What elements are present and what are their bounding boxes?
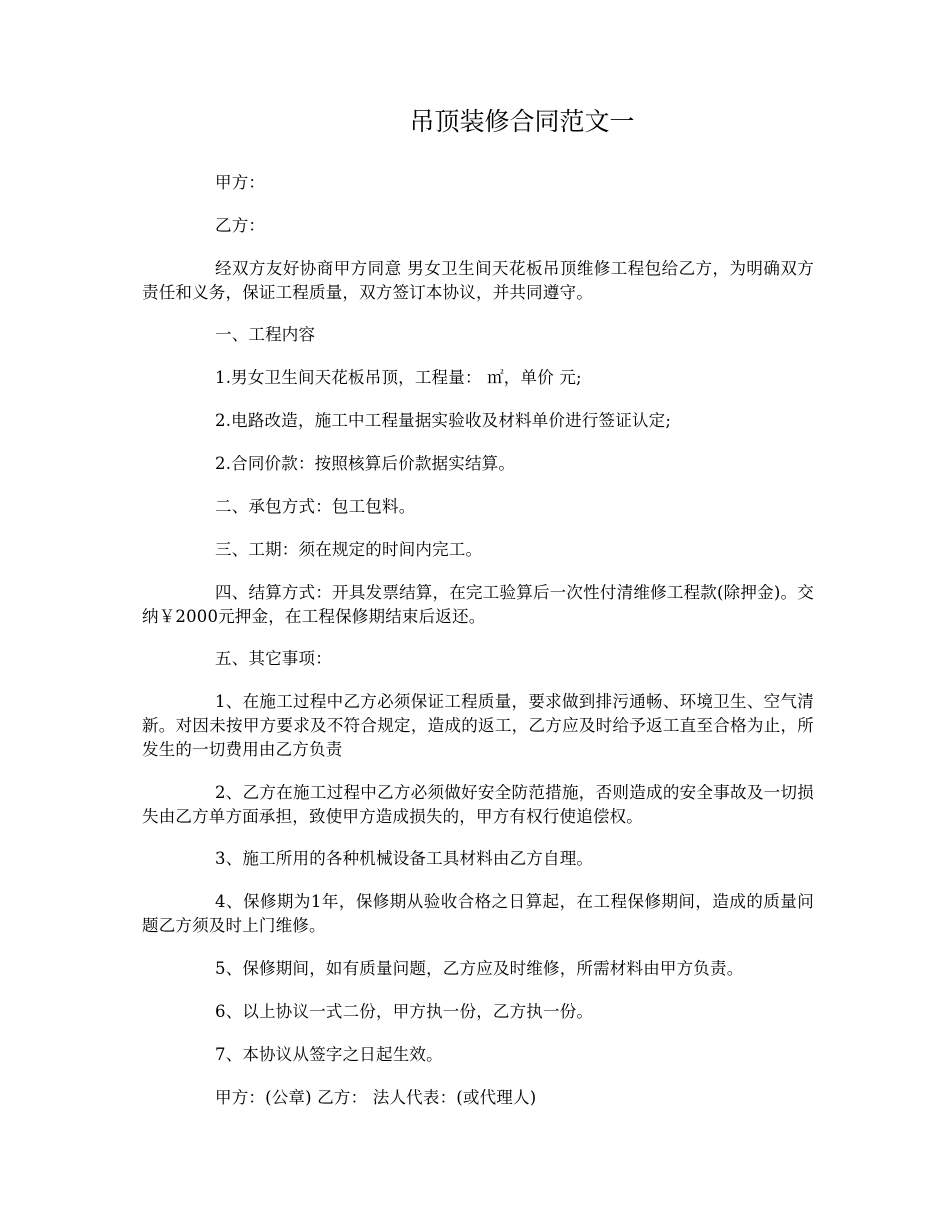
party-a-line: 甲方： xyxy=(215,173,266,192)
section-5-item-3: 3、施工所用的各种机械设备工具材料由乙方自理。 xyxy=(215,849,594,868)
signature-line: 甲方：(公章) 乙方： 法人代表：(或代理人) xyxy=(215,1088,537,1107)
section-5-item-7: 7、本协议从签字之日起生效。 xyxy=(215,1045,443,1064)
section-1-heading: 一、工程内容 xyxy=(215,325,316,344)
section-2-contract-method: 二、承包方式：包工包料。 xyxy=(215,497,416,516)
section-5-item-2: 2、乙方在施工过程中乙方必须做好安全防范措施，否则造成的安全事故及一切损失由乙方单方面承担，致使甲方造成损失的，甲方有权行使追偿权。 xyxy=(142,783,814,826)
section-1-item-2: 2.电路改造，施工中工程量据实验收及材料单价进行签证认定; xyxy=(215,411,672,430)
section-3-duration: 三、工期：须在规定的时间内完工。 xyxy=(215,540,483,559)
document-title: 吊顶装修合同范文一 xyxy=(409,107,635,136)
section-5-heading: 五、其它事项： xyxy=(215,649,332,668)
party-b-line: 乙方： xyxy=(215,216,266,235)
section-5-item-5: 5、保修期间，如有质量问题，乙方应及时维修，所需材料由甲方负责。 xyxy=(215,959,744,978)
intro-paragraph: 经双方友好协商甲方同意 男女卫生间天花板吊顶维修工程包给乙方，为明确双方责任和义务，保证工程质量，双方签订本协议，并共同遵守。 xyxy=(142,259,814,302)
section-5-item-6: 6、以上协议一式二份，甲方执一份，乙方执一份。 xyxy=(215,1002,594,1021)
section-5-item-1: 1、在施工过程中乙方必须保证工程质量，要求做到排污通畅、环境卫生、空气清新。对因未按甲方要求及不符合规定，造成的返工，乙方应及时给予返工直至合格为止，所发生的一切费用由乙方负责 xyxy=(142,692,814,759)
section-4-settlement: 四、结算方式：开具发票结算，在完工验算后一次性付清维修工程款(除押金)。交纳￥2000元押金，在工程保修期结束后返还。 xyxy=(142,583,814,626)
section-5-item-4: 4、保修期为1年，保修期从验收合格之日算起，在工程保修期间，造成的质量问题乙方须及时上门维修。 xyxy=(142,892,814,935)
section-1-item-1: 1.男女卫生间天花板吊顶，工程量： ㎡，单价 元; xyxy=(215,368,582,387)
section-1-item-3: 2.合同价款：按照核算后价款据实结算。 xyxy=(215,454,516,473)
